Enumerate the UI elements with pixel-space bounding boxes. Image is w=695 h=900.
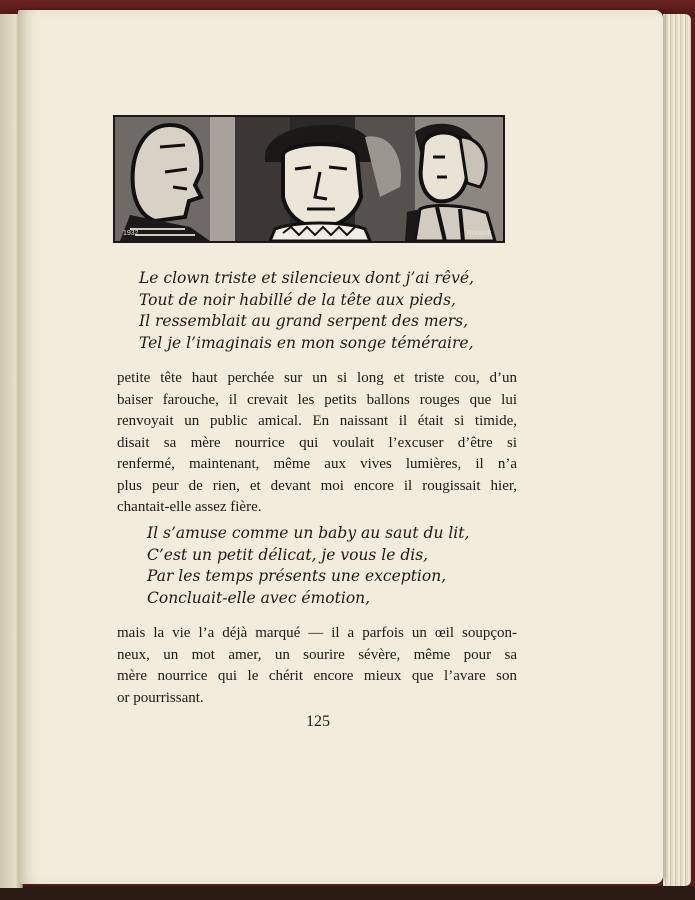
prose-line: plus peur de rien, et devant moi encore il rougissait hier, [117,477,517,494]
verse-line: Tout de noir habillé de la tête aux pieds, [139,290,456,309]
prose-line: baiser farouche, il crevait les petits ballons rouges que lui [117,391,517,408]
page-stack-edge [663,14,691,886]
woodcut-date-mark: 1932 [123,230,139,237]
verse-line: C’est un petit délicat, je vous le dis, [147,545,429,564]
prose-line: renvoyait un public amical. En naissant il était si timide, [117,413,517,429]
prose-line: or pourrissant. [117,689,204,706]
prose-line: neux, un mot amer, un sourire sévère, même pour sa [117,646,517,663]
woodcut-illustration [113,115,505,243]
verse-line: Concluait-elle avec émotion, [147,588,371,607]
prose-line: disait sa mère nourrice qui voulait l’excuser d’être si [117,434,517,451]
page-number: 125 [306,713,330,730]
prose-line: chantait-elle assez fière. [117,499,262,515]
binding-cloth-bottom [0,886,695,900]
prose-line: petite tête haut perchée sur un si long et triste cou, d’un [117,370,517,386]
prose-paragraph-2 [117,623,517,709]
verse-line: Le clown triste et silencieux dont j’ai rêvé, [139,269,474,287]
prose-line: renfermé, maintenant, même aux vives lumières, il n’a [117,456,517,472]
prose-line: mais la vie l’a déjà marqué — il a parfois un œil soupçon- [117,625,517,641]
verse-line: Par les temps présents une exception, [147,567,447,585]
verse-stanza-1 [139,268,474,354]
verse-line: Tel je l’imaginais en mon songe téméraire, [139,333,474,352]
verse-stanza-2 [147,523,469,609]
prose-paragraph-1 [117,368,517,519]
prose-line: mère nourrice qui le chérit encore mieux que l’avare son [117,668,517,684]
woodcut-signature: Rouault [467,230,492,237]
woodcut-three-figures-icon [115,117,503,241]
verse-line: Il s’amuse comme un baby au saut du lit, [147,524,470,542]
verse-line: Il ressemblait au grand serpent des mers, [139,312,469,330]
